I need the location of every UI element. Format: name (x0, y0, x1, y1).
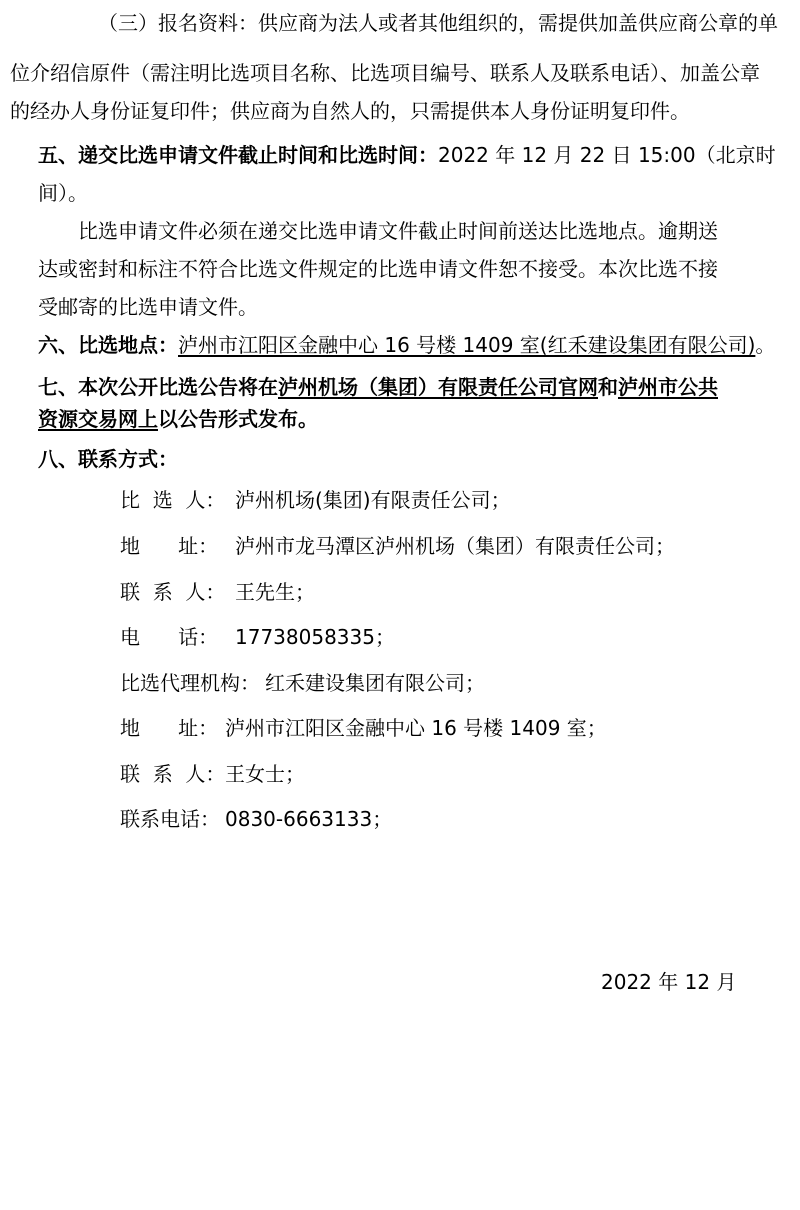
contact-value-agency-phone: 0830-6663133； (225, 807, 393, 831)
contact-value-address: 泸州市龙马潭区泸州机场（集团）有限责任公司； (235, 534, 675, 558)
section7-seg6: 以公告形式发布。 (158, 407, 318, 431)
section5-continuation: 间）。 (38, 181, 88, 205)
contact-label-bidder: 比 选 人： (120, 488, 226, 512)
section7-seg1: 七、本次公开比选公告将在 (38, 375, 278, 399)
section3-line2: 位介绍信原件（需注明比选项目名称、比选项目编号、联系人及联系电话）、加盖公章 (10, 61, 760, 85)
contact-value-agency: 红禾建设集团有限公司； (265, 671, 485, 695)
section7-public-resource-1: 泸州市公共 (618, 375, 718, 399)
section7-line2 (38, 406, 318, 432)
section6-line (38, 332, 775, 358)
contact-label-agency-phone: 联系电话： (120, 807, 220, 831)
section6-location: 泸州市江阳区金融中心 16 号楼 1409 室(红禾建设集团有限公司) (178, 333, 756, 357)
section5-deadline: 2022 年 12 月 22 日 15:00（北京时 (438, 143, 776, 167)
section5-line (38, 142, 776, 168)
contact-label-agency-person: 联 系 人： (120, 762, 226, 786)
contact-label-address: 地 址： (120, 534, 219, 558)
section5-para-line3: 受邮寄的比选申请文件。 (38, 295, 258, 319)
section5-heading: 五、递交比选申请文件截止时间和比选时间： (38, 143, 438, 167)
contact-value-phone: 17738058335； (235, 625, 395, 649)
section7-seg3: 和 (598, 375, 618, 399)
document-date: 2022 年 12 月 (601, 970, 737, 994)
section7-airport-website: 泸州机场（集团）有限责任公司官网 (278, 375, 598, 399)
contact-value-person: 王先生； (235, 580, 315, 604)
section3-line1: （三）报名资料：供应商为法人或者其他组织的，需提供加盖供应商公章的单 (98, 11, 778, 35)
contact-value-agency-person: 王女士； (225, 762, 305, 786)
contact-value-bidder: 泸州机场(集团)有限责任公司； (235, 488, 511, 512)
contact-value-agency-address: 泸州市江阳区金融中心 16 号楼 1409 室； (225, 716, 607, 740)
section7-public-resource-2: 资源交易网上 (38, 407, 158, 431)
section6-suffix: 。 (755, 333, 776, 357)
section8-heading: 八、联系方式： (38, 447, 178, 471)
section5-para-line1: 比选申请文件必须在递交比选申请文件截止时间前送达比选地点。逾期送 (78, 219, 718, 243)
contact-label-agency-address: 地 址： (120, 716, 219, 740)
section6-heading: 六、比选地点： (38, 333, 178, 357)
section5-para-line2: 达或密封和标注不符合比选文件规定的比选申请文件恕不接受。本次比选不接 (38, 257, 718, 281)
contact-label-agency: 比选代理机构： (120, 671, 260, 695)
contact-label-person: 联 系 人： (120, 580, 226, 604)
section7-line1 (38, 374, 718, 400)
contact-label-phone: 电 话： (120, 625, 219, 649)
section3-line3: 的经办人身份证复印件；供应商为自然人的，只需提供本人身份证明复印件。 (10, 99, 690, 123)
